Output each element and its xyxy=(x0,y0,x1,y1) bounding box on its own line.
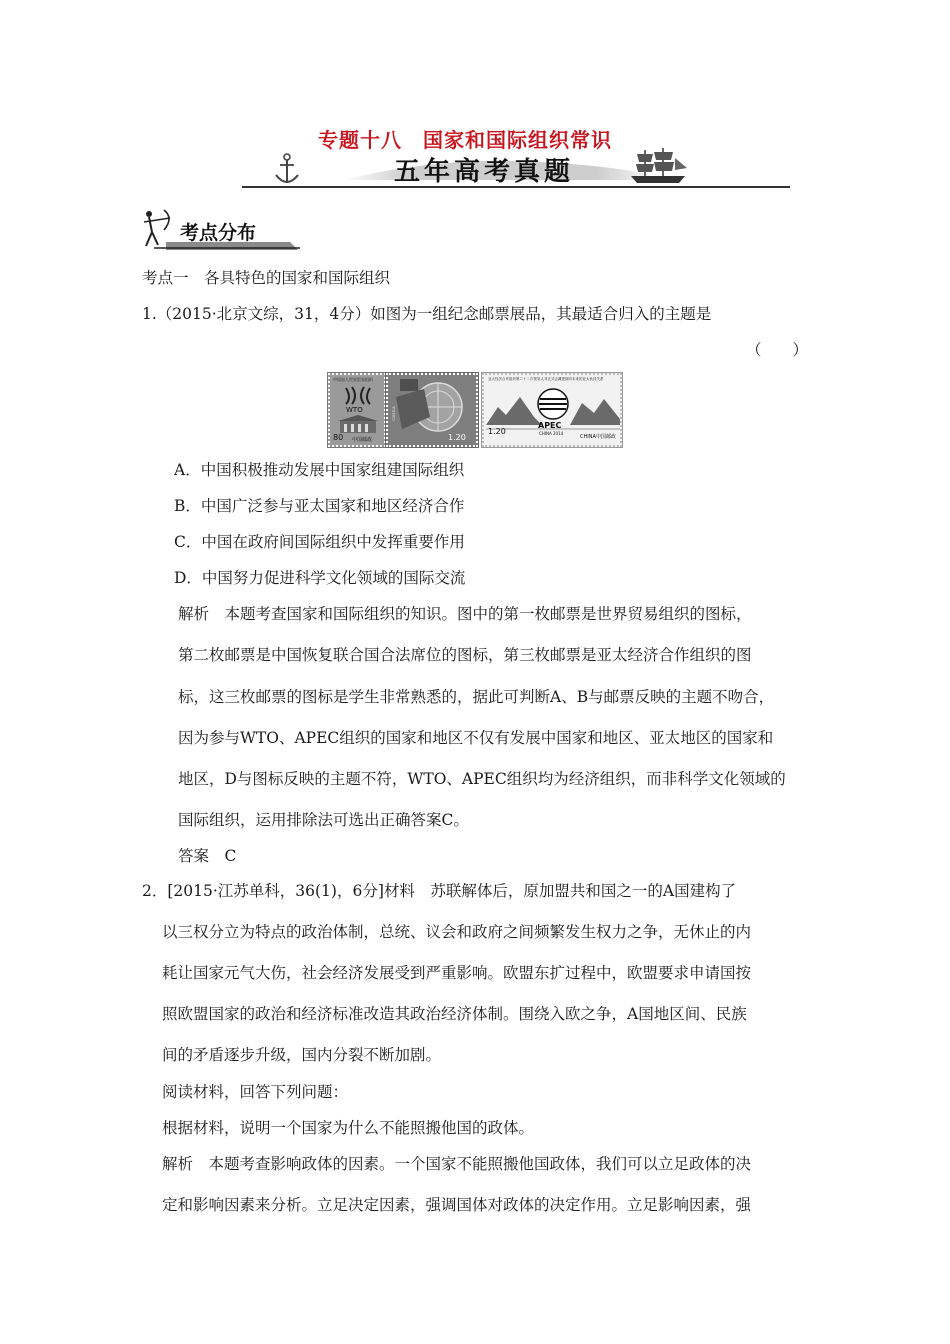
question-2-line-5: 间的矛盾逐步升级，国内分裂不断加剧。 xyxy=(162,1046,442,1064)
stamp-wto-value: 80 xyxy=(333,433,344,442)
question-2-line-4: 照欧盟国家的政治和经济标准改造其政治经济体制。围绕入欧之争，A国地区间、民族 xyxy=(162,1005,747,1023)
question-2-line-3: 耗让国家元气大伤，社会经济发展受到严重影响。欧盟东扩过程中，欧盟要求申请国按 xyxy=(162,964,752,982)
stamp-un xyxy=(386,373,478,447)
header-banner xyxy=(242,150,790,192)
analysis-2-line-2: 定和影响因素来分析。立足决定因素，强调国体对政体的决定作用。立足影响因素，强 xyxy=(162,1196,752,1214)
stamp-wto-bottom: 中国邮政 xyxy=(352,437,373,443)
archer-icon xyxy=(140,208,176,248)
topic-line: 考点一 各具特色的国家和国际组织 xyxy=(142,269,391,287)
stamp-apec-sub: CHINA 2014 xyxy=(539,431,564,436)
option-b: B．中国广泛参与亚太国家和地区经济合作 xyxy=(174,497,465,515)
stamp-wto xyxy=(328,373,386,447)
answer-1: 答案 C xyxy=(178,847,237,865)
wto-logo-icon xyxy=(342,384,374,406)
section-heading-text: 考点分布 xyxy=(180,222,257,244)
building-icon xyxy=(336,415,380,435)
analysis-2-line-1: 解析 本题考查影响政体的因素。一个国家不能照搬他国政体，我们可以立足政体的决 xyxy=(162,1155,752,1173)
sailing-ship-icon xyxy=(627,146,689,186)
analysis-1-line-6: 国际组织，运用排除法可选出正确答案C。 xyxy=(178,811,469,829)
question-2-question: 根据材料，说明一个国家为什么不能照搬他国的政体。 xyxy=(162,1119,535,1137)
stamp-image xyxy=(328,373,622,447)
stamp-apec-top-left: 亚太经济合作组织第二十二次领导人非正式会议 xyxy=(488,377,562,381)
answer-blank: （ ） xyxy=(746,341,809,359)
option-a: A．中国积极推动发展中国家组建国际组织 xyxy=(174,461,465,479)
question-2-prompt: 阅读材料，回答下列问题： xyxy=(162,1083,349,1101)
analysis-1-line-2: 第二枚邮票是中国恢复联合国合法席位的图标，第三枚邮票是亚太经济合作组织的图 xyxy=(178,646,752,664)
stamp-apec-top-right: 共建面向未来的亚太伙伴关系 xyxy=(558,377,604,381)
topic-title: 专题十八 国家和国际组织常识 xyxy=(318,128,612,152)
analysis-1-line-1: 解析 本题考查国家和国际组织的知识。图中的第一枚邮票是世界贸易组织的图标， xyxy=(178,605,752,623)
option-d: D．中国努力促进科学文化领域的国际交流 xyxy=(174,569,466,587)
analysis-1-line-4: 因为参与WTO、APEC组织的国家和地区不仅有发展中国家和地区、亚太地区的国家和 xyxy=(178,729,774,747)
stamp-apec-bottom: CHINA中国邮政 xyxy=(580,434,616,440)
stamp-apec xyxy=(482,373,622,447)
question-1-stem: 1.（2015·北京文综，31，4分）如图为一组纪念邮票展品，其最适合归入的主题是 xyxy=(142,305,712,323)
anchor-icon xyxy=(272,153,302,187)
stamp-un-value: 1.20 xyxy=(448,433,466,442)
apec-globe-icon xyxy=(536,387,570,421)
stamp-un-side: CHINA xyxy=(390,406,396,421)
section-heading xyxy=(140,208,300,252)
stamp-wto-top: 中国加入世界贸易组织 xyxy=(333,377,373,382)
question-2-line-2: 以三权分立为特点的政治体制，总统、议会和政府之间频繁发生权力之争，无休止的内 xyxy=(162,923,752,941)
banner-title: 五年高考真题 xyxy=(394,157,575,187)
question-2-line-1: 2．[2015·江苏单科，36(1)，6分]材料 苏联解体后，原加盟共和国之一的A国建构了 xyxy=(142,882,737,900)
stamp-apec-value: 1.20 xyxy=(488,427,506,436)
analysis-1-line-3: 标，这三枚邮票的图标是学生非常熟悉的，据此可判断A、B与邮票反映的主题不吻合， xyxy=(178,688,775,706)
un-emblem-icon xyxy=(394,377,472,437)
analysis-1-line-5: 地区，D与图标反映的主题不符，WTO、APEC组织均为经济组织，而非科学文化领域的 xyxy=(178,770,786,788)
option-c: C．中国在政府间国际组织中发挥重要作用 xyxy=(174,533,465,551)
stamp-apec-label: APEC xyxy=(538,421,562,430)
stamp-wto-label: WTO xyxy=(346,406,363,414)
